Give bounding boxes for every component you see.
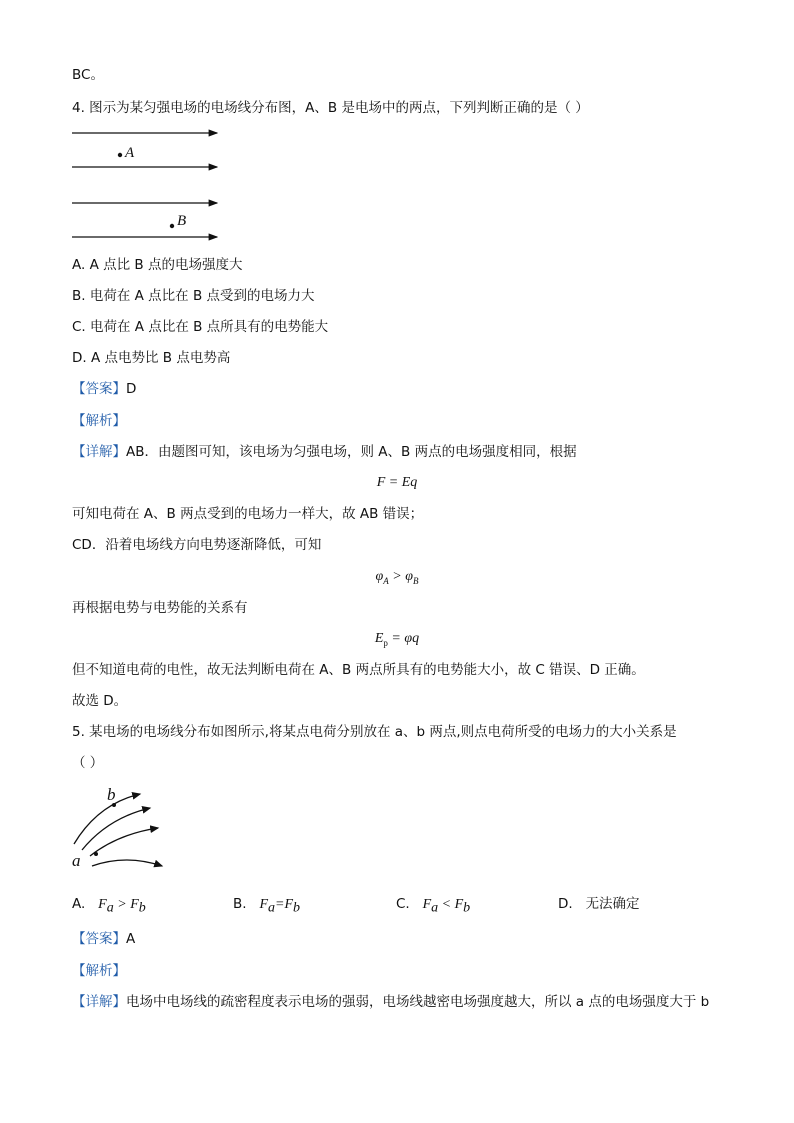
q4-stem: 4. 图示为某匀强电场的电场线分布图，A、B 是电场中的两点，下列判断正确的是（ ） [72, 100, 589, 116]
q4-formula-1: F = Eq [376, 475, 418, 490]
q4-formula-3 [0, 630, 794, 652]
q5-option-b: B. $F_a=F_b$ [233, 896, 301, 916]
q5-answer: A [126, 931, 136, 947]
q4-detail-1 [72, 443, 577, 461]
point-a-label: a [72, 851, 81, 870]
q4-answer-tag: 【答案】 [72, 381, 126, 397]
q4-option-b: B. 电荷在 A 点比在 B 点受到的电场力大 [72, 288, 315, 304]
q4-analysis-tag: 【解析】 [72, 413, 126, 429]
phi-q: = φq [387, 631, 420, 646]
greater-than: > [388, 569, 406, 584]
q5-option-a: A. $F_a > F_b$ [72, 896, 146, 916]
ep-sub: p [383, 637, 388, 648]
point-a-dot [118, 153, 122, 157]
top-fragment: BC。 [72, 67, 104, 83]
point-a-dot [94, 852, 98, 856]
q5-detail-1-text: 电场中电场线的疏密程度表示电场的强弱，电场线越密电场强度越大，所以 a 点的电场强度大于 b [126, 994, 710, 1010]
q4-detail-6: 故选 D。 [72, 693, 128, 709]
q4-detail-4: 再根据电势与电势能的关系有 [72, 600, 248, 616]
q4-answer-row [72, 380, 136, 398]
q5-field-figure [68, 782, 178, 874]
q5-stem: 5. 某电场的电场线分布如图所示,将某点电荷分别放在 a、b 两点,则点电荷所受的电场力的大小关系是 [72, 724, 677, 740]
q5-option-d: D. 无法确定 [558, 896, 640, 912]
q4-option-d: D. A 点电势比 B 点电势高 [72, 350, 231, 366]
point-b-dot [170, 224, 174, 228]
curve-field-line-2 [82, 808, 150, 850]
phi-b: φ [405, 569, 413, 584]
point-b-label: B [177, 213, 187, 229]
q4-detail-3: CD．沿着电场线方向电势逐渐降低，可知 [72, 537, 322, 553]
point-a-label: A [125, 145, 135, 161]
phi-a-sub: A [383, 575, 389, 586]
q5-option-c: C. $F_a < F_b$ [396, 896, 471, 916]
q4-formula-2 [0, 568, 794, 590]
q5-analysis-tag: 【解析】 [72, 963, 126, 979]
phi-b-sub: B [412, 575, 419, 586]
q5-detail-tag: 【详解】 [72, 994, 126, 1010]
q4-detail-5: 但不知道电荷的电性，故无法判断电荷在 A、B 两点所具有的电势能大小，故 C 错误、D 正确。 [72, 662, 645, 678]
q4-field-figure [70, 124, 230, 246]
q5-paren: （ ） [72, 755, 104, 771]
q5-detail-1 [72, 993, 709, 1011]
q4-detail-2: 可知电荷在 A、B 两点受到的电场力一样大，故 AB 错误； [72, 506, 424, 522]
curve-field-line-4 [92, 860, 162, 866]
point-b-label: b [107, 785, 116, 804]
q4-answer: D [126, 381, 137, 397]
q4-detail-1-text: AB．由题图可知，该电场为匀强电场，则 A、B 两点的电场强度相同，根据 [126, 444, 577, 460]
q4-option-c: C. 电荷在 A 点比在 B 点所具有的电势能大 [72, 319, 329, 335]
q4-detail-tag: 【详解】 [72, 444, 126, 460]
q4-option-a: A. A 点比 B 点的电场强度大 [72, 257, 243, 273]
q5-answer-row [72, 930, 135, 948]
phi-a: φ [375, 569, 384, 584]
ep: E [374, 631, 384, 646]
q5-answer-tag: 【答案】 [72, 931, 126, 947]
